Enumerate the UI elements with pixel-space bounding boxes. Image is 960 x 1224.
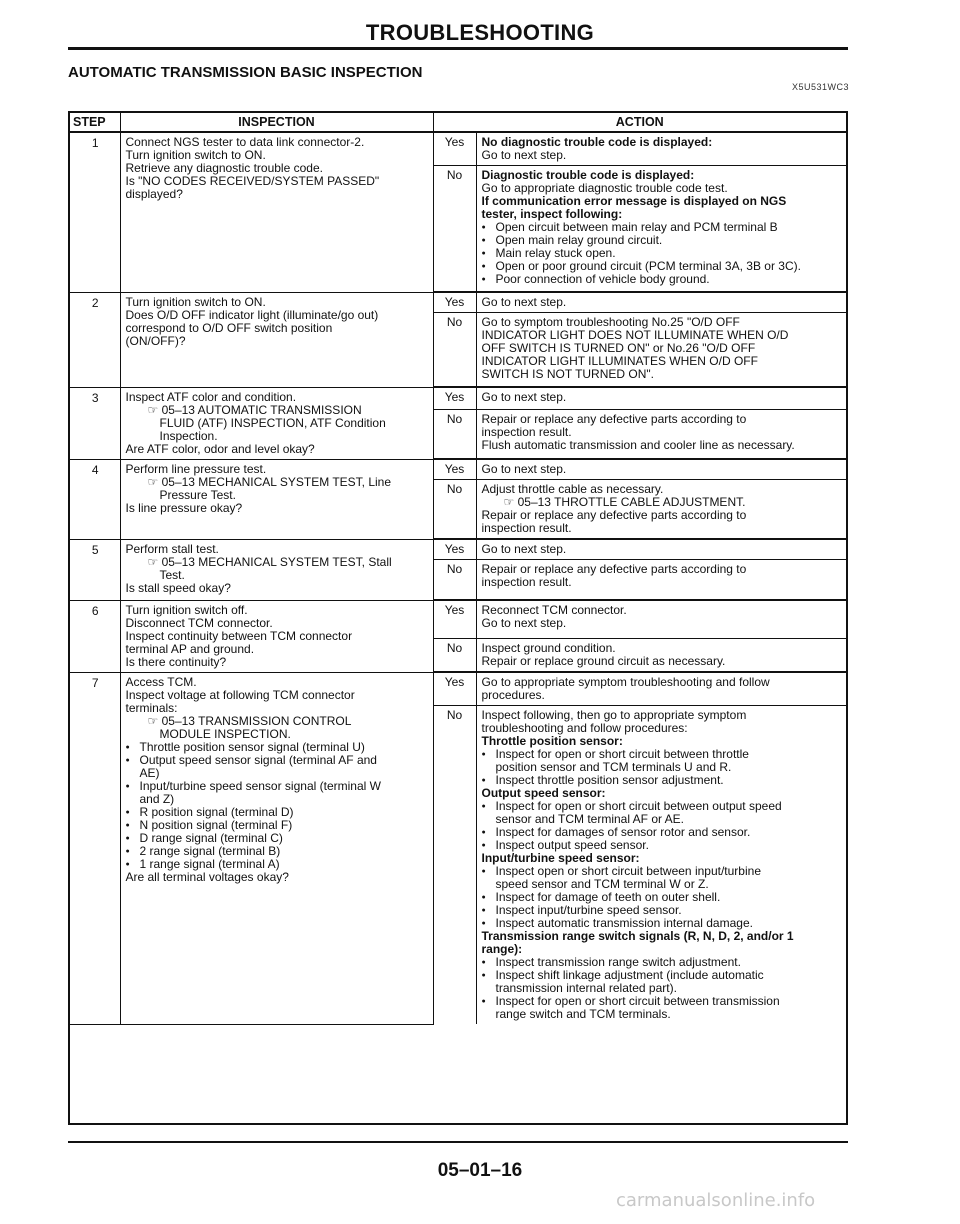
step-inspection: [120, 672, 433, 1024]
step-number: 3: [70, 387, 120, 459]
no-label: No: [433, 706, 476, 1025]
action-line: inspection result.: [481, 521, 572, 535]
no-action: [476, 409, 846, 459]
action-heading: Diagnostic trouble code is displayed:: [481, 168, 695, 182]
bullet-continuation: position sensor and TCM terminals U and R.: [495, 760, 732, 774]
step-inspection: [120, 292, 433, 387]
bullet-item: ● Open main relay ground circuit.: [482, 234, 843, 247]
bullet-item: ● Inspect for open or short circuit between output speed: [482, 800, 843, 813]
step-row-6: [70, 600, 846, 672]
step-inspection: [120, 132, 433, 292]
step-number: 1: [70, 132, 120, 292]
inspection-line: Inspect voltage at following TCM connector: [125, 687, 355, 702]
yes-action: [476, 292, 846, 313]
action-line: Go to symptom troubleshooting No.25 "O/D OFF: [481, 315, 740, 329]
inspection-line: Are ATF color, odor and level okay?: [125, 441, 315, 456]
action-line: Go to appropriate symptom troubleshooting and follow: [481, 675, 770, 689]
table-header-row: [70, 113, 846, 132]
bullet-item: ● Inspect input/turbine speed sensor.: [482, 904, 843, 917]
bullet-item: ● N position signal (terminal F): [126, 819, 429, 832]
action-line: Repair or replace any defective parts according to: [481, 411, 747, 426]
inspection-line: displayed?: [125, 187, 183, 201]
inspection-line: Access TCM.: [125, 674, 197, 689]
step-number: 6: [70, 600, 120, 672]
action-line: Repair or replace any defective parts according to: [481, 562, 747, 576]
yes-action: [476, 672, 846, 706]
no-action: [476, 560, 846, 601]
bullet-item: ● Throttle position sensor signal (terminal U): [126, 741, 429, 754]
action-line: inspection result.: [481, 575, 572, 589]
step-number: 4: [70, 459, 120, 539]
action-line: Repair or replace ground circuit as necessary.: [481, 654, 726, 668]
step-inspection: [120, 539, 433, 600]
inspection-line: Turn ignition switch to ON.: [125, 294, 266, 309]
bullet-item: ● Inspect for open or short circuit between throttle: [482, 748, 843, 761]
step-row-2: [70, 292, 846, 387]
step-row-4: [70, 459, 846, 539]
footer-rule: [68, 1141, 848, 1143]
bullet-item: ● Inspect for damages of sensor rotor and sensor.: [482, 826, 843, 839]
step-number: 2: [70, 292, 120, 387]
bullet-item: ● Poor connection of vehicle body ground.: [482, 273, 843, 286]
inspection-line: terminal AP and ground.: [125, 641, 255, 656]
reference-line: Pressure Test.: [159, 487, 236, 502]
inspection-line: Inspect ATF color and condition.: [125, 389, 297, 404]
yes-label: Yes: [433, 132, 476, 166]
step-row-7: [70, 672, 846, 1024]
inspection-line: Connect NGS tester to data link connector-2.: [125, 135, 365, 149]
action-line: Inspect following, then go to appropriate symptom: [481, 708, 747, 722]
no-action: [476, 706, 846, 1025]
bullet-item: ● Inspect shift linkage adjustment (include automatic: [482, 969, 843, 982]
action-line: procedures.: [481, 688, 545, 702]
inspection-line: terminals:: [125, 700, 178, 715]
no-label: No: [433, 639, 476, 673]
action-heading: Throttle position sensor:: [481, 734, 623, 748]
inspection-line: Is line pressure okay?: [125, 500, 243, 515]
yes-label: Yes: [433, 539, 476, 560]
action-heading: No diagnostic trouble code is displayed:: [481, 135, 713, 149]
no-label: No: [433, 313, 476, 388]
step-inspection: [120, 459, 433, 539]
step-number: 5: [70, 539, 120, 600]
action-line: inspection result.: [481, 424, 572, 439]
reference-line: ☞ 05–13 MECHANICAL SYSTEM TEST, Stall: [147, 554, 392, 569]
no-label: No: [433, 560, 476, 601]
bullet-item: ● Main relay stuck open.: [482, 247, 843, 260]
bullet-continuation: range switch and TCM terminals.: [495, 1007, 671, 1021]
bullet-item: ● Open or poor ground circuit (PCM terminal 3A, 3B or 3C).: [482, 260, 843, 273]
action-line: SWITCH IS NOT TURNED ON".: [481, 367, 654, 381]
bullet-item: ● Inspect automatic transmission internal damage.: [482, 917, 843, 930]
action-line: Go to next step.: [481, 462, 567, 476]
inspection-line: Disconnect TCM connector.: [125, 615, 273, 630]
bullet-item: ● Inspect for damage of teeth on outer shell.: [482, 891, 843, 904]
action-heading: Output speed sensor:: [481, 786, 606, 800]
action-line: Flush automatic transmission and cooler line as necessary.: [481, 437, 795, 452]
no-action: [476, 166, 846, 293]
action-column-header: ACTION: [433, 113, 846, 132]
bullet-item: ● Inspect transmission range switch adjustment.: [482, 956, 843, 969]
action-heading: If communication error message is displayed on NGS: [481, 194, 787, 208]
no-action: [476, 313, 846, 388]
inspection-line: (ON/OFF)?: [125, 333, 186, 348]
inspection-line: Inspect continuity between TCM connector: [125, 628, 353, 643]
action-line: INDICATOR LIGHT ILLUMINATES WHEN O/D OFF: [481, 354, 758, 368]
yes-action: [476, 539, 846, 560]
action-line: Inspect ground condition.: [481, 641, 616, 655]
action-line: Go to next step.: [481, 542, 567, 556]
step-row-3: [70, 387, 846, 459]
bullet-continuation: transmission internal related part).: [495, 981, 677, 995]
inspection-line: Perform stall test.: [125, 541, 219, 556]
step-row-5: [70, 539, 846, 600]
reference-line: Test.: [159, 567, 185, 582]
step-row-1: [70, 132, 846, 292]
inspection-line: Is there continuity?: [125, 654, 227, 669]
yes-label: Yes: [433, 292, 476, 313]
section-title: AUTOMATIC TRANSMISSION BASIC INSPECTION: [68, 64, 423, 81]
page-number: 05–01–16: [437, 1160, 523, 1181]
action-heading: tester, inspect following:: [481, 207, 623, 221]
action-line: Go to next step.: [481, 616, 567, 630]
reference-line: Inspection.: [159, 428, 218, 443]
action-line: troubleshooting and follow procedures:: [481, 721, 688, 735]
watermark-text: carmanualsonline.info: [616, 1190, 816, 1211]
yes-action: [476, 387, 846, 409]
inspection-line: Turn ignition switch off.: [125, 602, 248, 617]
bullet-continuation: sensor and TCM terminal AF or AE.: [495, 812, 685, 826]
inspection-line: Retrieve any diagnostic trouble code.: [125, 161, 323, 175]
bullet-item: ● Open circuit between main relay and PCM terminal B: [482, 221, 843, 234]
header-rule: [68, 47, 848, 50]
inspection-line: Is "NO CODES RECEIVED/SYSTEM PASSED": [125, 174, 380, 188]
inspection-line: Is stall speed okay?: [125, 580, 231, 595]
yes-label: Yes: [433, 387, 476, 409]
inspection-column-header: INSPECTION: [120, 113, 433, 132]
inspection-line: Perform line pressure test.: [125, 461, 267, 476]
bullet-item: ● Inspect throttle position sensor adjustment.: [482, 774, 843, 787]
bullet-item: ● Inspect open or short circuit between input/turbine: [482, 865, 843, 878]
step-column-header: STEP: [70, 113, 120, 132]
action-line: Repair or replace any defective parts according to: [481, 508, 747, 522]
yes-label: Yes: [433, 672, 476, 706]
bullet-item: ● R position signal (terminal D): [126, 806, 429, 819]
yes-action: [476, 459, 846, 480]
page-header-title: TROUBLESHOOTING: [365, 20, 595, 45]
step-inspection: [120, 387, 433, 459]
document-code: X5U531WC3: [792, 82, 850, 92]
inspection-line: Are all terminal voltages okay?: [125, 869, 289, 884]
no-label: No: [433, 480, 476, 540]
bullet-item: ● D range signal (terminal C): [126, 832, 429, 845]
yes-label: Yes: [433, 459, 476, 480]
bullet-item: ● 2 range signal (terminal B): [126, 845, 429, 858]
yes-label: Yes: [433, 600, 476, 639]
action-heading: Transmission range switch signals (R, N, D, 2, and/or 1: [481, 929, 794, 943]
reference-line: FLUID (ATF) INSPECTION, ATF Condition: [159, 415, 386, 430]
action-line: Reconnect TCM connector.: [481, 603, 627, 617]
step-inspection: [120, 600, 433, 672]
no-label: No: [433, 409, 476, 459]
reference-line: ☞ 05–13 AUTOMATIC TRANSMISSION: [147, 402, 362, 417]
reference-line: ☞ 05–13 TRANSMISSION CONTROL: [147, 713, 352, 728]
inspection-line: correspond to O/D OFF switch position: [125, 320, 333, 335]
action-line: Go to next step.: [481, 148, 567, 162]
yes-action: [476, 600, 846, 639]
bullet-continuation: speed sensor and TCM terminal W or Z.: [495, 877, 709, 891]
action-line: Go to next step.: [481, 295, 567, 309]
bullet-item: ● Inspect for open or short circuit between transmission: [482, 995, 843, 1008]
bullet-item: ● Output speed sensor signal (terminal AF and: [126, 754, 429, 767]
action-line: Adjust throttle cable as necessary.: [481, 482, 664, 496]
yes-action: [476, 132, 846, 166]
action-line: INDICATOR LIGHT DOES NOT ILLUMINATE WHEN O/D: [481, 328, 789, 342]
no-action: [476, 480, 846, 540]
no-label: No: [433, 166, 476, 293]
reference-line: MODULE INSPECTION.: [159, 726, 291, 741]
bullet-item: ● Input/turbine speed sensor signal (terminal W: [126, 780, 429, 793]
action-heading: range):: [481, 942, 523, 956]
action-line: Go to appropriate diagnostic trouble code test.: [481, 181, 728, 195]
bullet-continuation: AE): [139, 765, 160, 780]
action-heading: Input/turbine speed sensor:: [481, 851, 640, 865]
bullet-item: ● 1 range signal (terminal A): [126, 858, 429, 871]
bullet-item: ● Inspect output speed sensor.: [482, 839, 843, 852]
action-line: OFF SWITCH IS TURNED ON" or No.26 "O/D OFF: [481, 341, 756, 355]
reference-line: ☞ 05–13 THROTTLE CABLE ADJUSTMENT.: [503, 495, 746, 509]
reference-line: ☞ 05–13 MECHANICAL SYSTEM TEST, Line: [147, 474, 392, 489]
inspection-line: Turn ignition switch to ON.: [125, 148, 266, 162]
step-number: 7: [70, 672, 120, 1024]
action-line: Go to next step.: [481, 390, 567, 404]
no-action: [476, 639, 846, 673]
inspection-line: Does O/D OFF indicator light (illuminate/go out): [125, 307, 379, 322]
inspection-table: [68, 111, 848, 1125]
bullet-continuation: and Z): [139, 791, 175, 806]
